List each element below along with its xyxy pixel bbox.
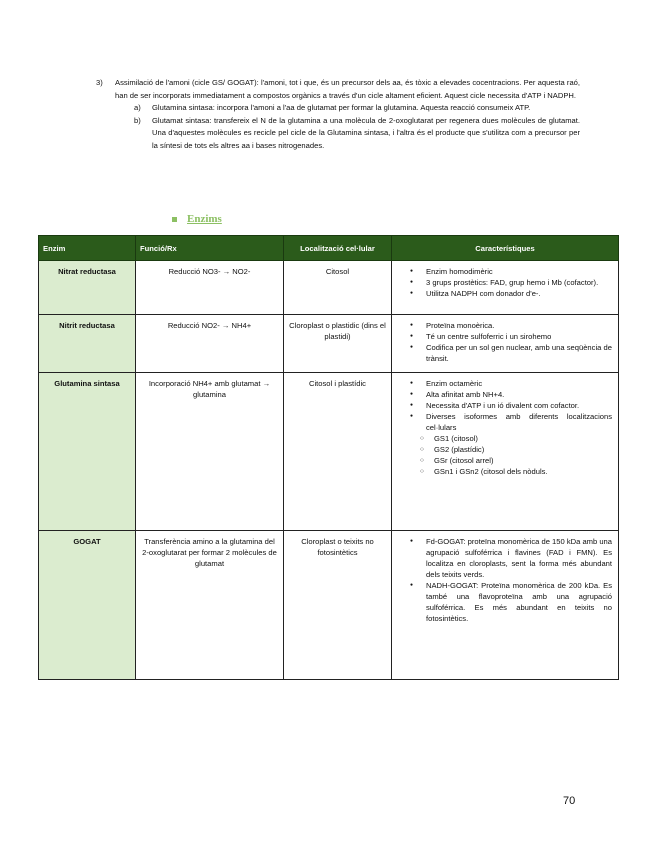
property-item: ● Enzim homodimèric [410,266,612,277]
enzyme-properties [392,373,619,531]
isoform-item: ○ GSn1 i GSn2 (citosol dels nòduls. [420,466,612,477]
sublist-label: a) [134,103,141,113]
enzymes-table [38,235,619,680]
enzyme-function: Reducció NO3- → NO2- [136,261,284,315]
property-item: ● Enzim octamèric [410,378,612,389]
property-item: ● Codifica per un sol gen nuclear, amb una seqüència de trànsit. [410,342,612,364]
sublist-item-a [134,102,580,115]
enzyme-function: Transferència amino a la glutamina del 2-oxoglutarat per formar 2 molècules de glutamat [136,531,284,680]
enzyme-location: Cloroplast o plastidic (dins el plastidi) [284,315,392,373]
property-item: ● Fd-GOGAT: proteïna monomèrica de 150 kDa amb una agrupació sulfoférrica i flavines (FAD i FMN). Es localitza en cloroplasts, sent la forma més abundant dels teixits verds. [410,536,612,580]
enzyme-name: Nitrat reductasa [39,261,136,315]
header-funcio: Funció/Rx [136,236,284,261]
section-title: Enzims [187,213,222,225]
section-heading [172,213,222,225]
list-number: 3) [96,78,103,87]
enzyme-name: Nitrit reductasa [39,315,136,373]
enzyme-function: Incorporació NH4+ amb glutamat → glutamina [136,373,284,531]
page-number: 70 [563,795,576,807]
sublist-text: Glutamina sintasa: incorpora l'amoni a l'aa de glutamat per formar la glutamina. Aquesta reacció consumeix ATP. [152,103,531,113]
list-item-3 [96,77,580,102]
enzyme-name: GOGAT [39,531,136,680]
isoform-item: ○ GSr (citosol arrel) [420,455,612,466]
isoform-item: ○ GS2 (plastídic) [420,444,612,455]
sublist-item-b [134,115,580,153]
sublist-text: Glutamat sintasa: transfereix el N de la glutamina a una molècula de 2-oxoglutarat per regenera dues molècules de glutamat. Una d'aquestes molècules es recicle pel cicle de la Glutamina sintasa, i l'altra és el producte que s'utilitza com a precursor per la síntesi de tots els altres aa i bases nitrogenades. [152,115,580,150]
table-row [39,261,619,315]
property-item: ● NADH-GOGAT: Proteïna monomèrica de 200 kDa. Es també una flavoproteïna amb una agrupació sulfoférrica. Es més abundant en teixits no fotosintètics. [410,580,612,624]
list-text: Assimilació de l'amoni (cicle GS/ GOGAT): l'amoni, tot i que, és un precursor dels aa, és tòxic a elevades cocentracions. Per aquesta raó, han de ser incorporats immediatament a compostos orgànics a través d'un cicle altament eficient. Aquest cicle necessita d'ATP i NADPH. [115,78,580,100]
header-caracteristiques: Característiques [392,236,619,261]
table-row [39,531,619,680]
property-item: ● Proteïna monoèrica. [410,320,612,331]
table-row [39,315,619,373]
isoform-item: ○ GS1 (citosol) [420,433,612,444]
enzyme-location: Citosol i plastídic [284,373,392,531]
intro-section [96,77,580,153]
property-item: ● Té un centre sulfoferric i un sirohemo [410,331,612,342]
property-item: ● Alta afinitat amb NH+4. [410,389,612,400]
enzyme-properties [392,531,619,680]
header-enzim: Enzim [39,236,136,261]
table-row [39,373,619,531]
enzyme-properties [392,261,619,315]
header-localitzacio: Localització cel·lular [284,236,392,261]
property-item: ● Utilitza NADPH com donador d'e-. [410,288,612,299]
enzyme-location: Citosol [284,261,392,315]
square-bullet-icon [172,217,177,222]
property-item: ● 3 grups prostètics: FAD, grup hemo i Mb (cofactor). [410,277,612,288]
property-item: ● Necessita d'ATP i un ió divalent com cofactor. [410,400,612,411]
property-item: ● Diverses isoformes amb diferents localitzacions cel·lulars [410,411,612,433]
table-header-row [39,236,619,261]
enzyme-properties [392,315,619,373]
enzyme-location: Cloroplast o teixits no fotosintètics [284,531,392,680]
enzyme-name: Glutamina sintasa [39,373,136,531]
enzyme-function: Reducció NO2- → NH4+ [136,315,284,373]
sublist-label: b) [134,115,141,125]
